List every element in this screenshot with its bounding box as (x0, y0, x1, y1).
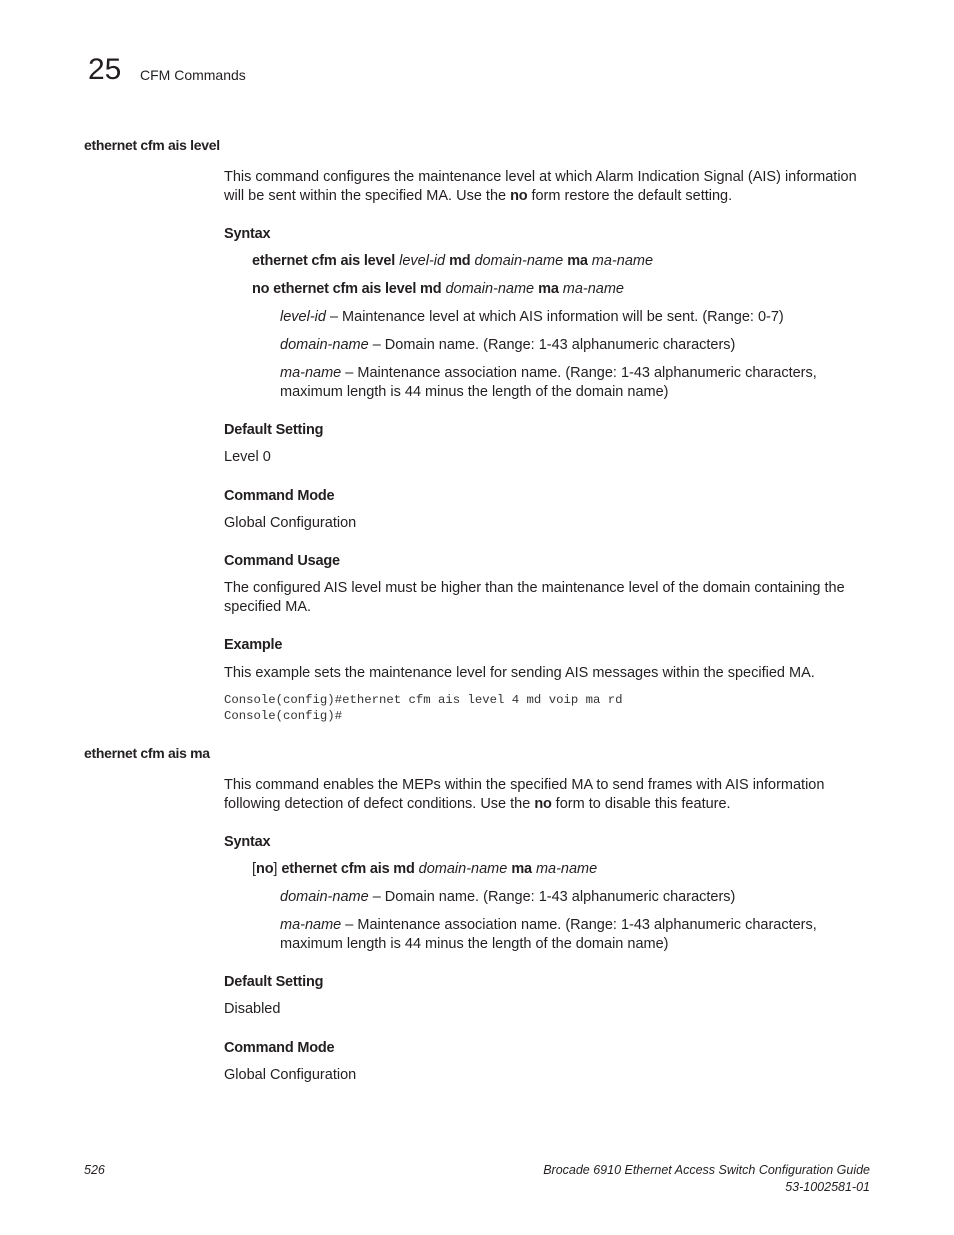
command-title-ais-level: ethernet cfm ais level (84, 137, 220, 153)
parameter-item (280, 888, 874, 907)
parameter-item (280, 308, 874, 327)
chapter-number: 25 (88, 53, 122, 86)
syntax-heading: Syntax (224, 834, 271, 850)
mode-heading: Command Mode (224, 1040, 335, 1056)
syntax-keyword: ma (511, 861, 532, 877)
parameter-item (280, 364, 874, 402)
syntax-keyword: ma (538, 281, 559, 297)
desc-text: This command enables the MEPs within the specified MA to send frames with AIS information following detection of defect conditions. Use the (224, 777, 825, 812)
syntax-keyword: md (449, 253, 471, 269)
guide-title: Brocade 6910 Ethernet Access Switch Configuration Guide (543, 1163, 870, 1177)
desc-text: form restore the default setting. (527, 188, 733, 204)
usage-text: The configured AIS level must be higher than the maintenance level of the domain containing the specified MA. (224, 580, 845, 615)
parameter-name: domain-name (280, 889, 369, 905)
syntax-keyword: ethernet cfm ais level (252, 253, 396, 269)
syntax-line (252, 860, 597, 878)
command-description (224, 168, 874, 206)
command-description (224, 776, 874, 814)
page-number: 526 (84, 1163, 105, 1177)
parameter-desc: – Maintenance association name. (Range: 1-43 alphanumeric characters, maximum length is 44 minus the length of the domain name) (280, 365, 817, 400)
syntax-line (252, 252, 653, 270)
default-heading: Default Setting (224, 974, 324, 990)
default-heading: Default Setting (224, 422, 324, 438)
example-text: This example sets the maintenance level for sending AIS messages within the specified MA. (224, 665, 815, 681)
desc-keyword: no (510, 188, 528, 204)
syntax-heading: Syntax (224, 226, 271, 242)
example-heading: Example (224, 637, 283, 653)
syntax-arg: level-id (399, 253, 446, 269)
syntax-arg: ma-name (562, 281, 624, 297)
chapter-title: CFM Commands (140, 67, 246, 83)
syntax-arg: ma-name (591, 253, 654, 269)
parameter-item (280, 336, 874, 355)
syntax-arg: ma-name (535, 861, 598, 877)
parameter-name: domain-name (280, 337, 369, 353)
default-value: Level 0 (224, 449, 271, 465)
syntax-bracket: [ (252, 861, 257, 877)
parameter-name: ma-name (280, 917, 342, 933)
syntax-keyword: ethernet cfm ais md (281, 861, 415, 877)
syntax-keyword: ma (567, 253, 588, 269)
syntax-arg: domain-name (418, 861, 508, 877)
parameter-desc: – Maintenance association name. (Range: 1-43 alphanumeric characters, maximum length is 44 minus the length of the domain name) (280, 917, 817, 952)
syntax-arg: domain-name (474, 253, 564, 269)
parameter-desc: – Domain name. (Range: 1-43 alphanumeric characters) (368, 889, 736, 905)
syntax-line (252, 280, 624, 298)
document-number: 53-1002581-01 (785, 1180, 870, 1194)
parameter-name: level-id (280, 309, 326, 325)
command-title-ais-ma: ethernet cfm ais ma (84, 745, 210, 761)
syntax-arg: domain-name (445, 281, 535, 297)
mode-value: Global Configuration (224, 1067, 357, 1083)
parameter-name: ma-name (280, 365, 342, 381)
syntax-bracket: ] (273, 861, 282, 877)
desc-text: This command configures the maintenance level at which Alarm Indication Signal (AIS) information will be sent within the specified MA. Use the (224, 169, 857, 204)
parameter-item (280, 916, 874, 954)
usage-heading: Command Usage (224, 553, 340, 569)
desc-keyword: no (534, 796, 552, 812)
mode-heading: Command Mode (224, 488, 335, 504)
desc-text: form to disable this feature. (551, 796, 731, 812)
syntax-keyword: no (256, 861, 274, 877)
parameter-desc: – Domain name. (Range: 1-43 alphanumeric characters) (368, 337, 736, 353)
syntax-keyword: no ethernet cfm ais level md (252, 281, 442, 297)
mode-value: Global Configuration (224, 515, 357, 531)
default-value: Disabled (224, 1001, 281, 1017)
parameter-desc: – Maintenance level at which AIS information will be sent. (Range: 0-7) (325, 309, 784, 325)
code-example: Console(config)#ethernet cfm ais level 4 md voip ma rd Console(config)# (224, 693, 623, 723)
